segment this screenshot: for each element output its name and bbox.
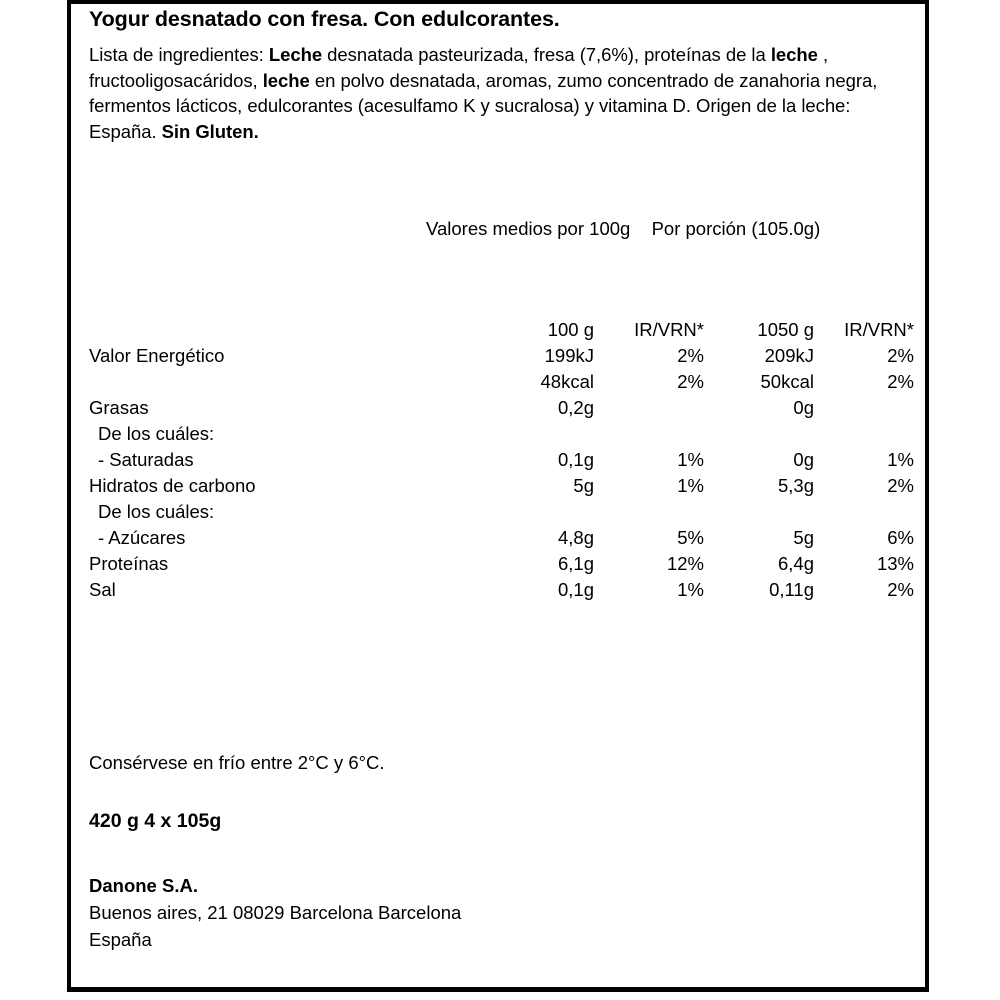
value-100g: 199kJ	[544, 345, 594, 366]
label-content	[71, 4, 925, 987]
column-header-1050g: 1050 g	[757, 319, 814, 340]
percent-portion: 2%	[887, 475, 914, 496]
table-row	[89, 501, 915, 527]
ingredient-allergen-7: Sin Gluten.	[161, 120, 259, 142]
percent-100g: 1%	[677, 449, 704, 470]
table-row	[89, 475, 915, 501]
value-portion: 0,11g	[769, 579, 814, 600]
ingredient-text-4: , fructooligosacáridos,	[89, 44, 829, 91]
value-100g: 4,8g	[557, 527, 594, 548]
nutrient-label: De los cuáles:	[98, 423, 215, 444]
value-100g: 0,1g	[557, 449, 594, 470]
nutrient-label: Valor Energético	[89, 345, 225, 366]
per-portion-label: Por porción (105.0g)	[651, 218, 821, 239]
ingredient-text-0: Lista de ingredientes:	[89, 44, 269, 65]
table-row	[89, 397, 915, 423]
table-row	[89, 345, 915, 371]
value-portion: 0g	[793, 397, 814, 418]
value-portion: 50kcal	[760, 371, 814, 392]
value-portion: 5g	[793, 527, 814, 548]
value-100g: 0,1g	[557, 579, 594, 600]
serving-basis-inner	[426, 217, 820, 241]
percent-100g: 1%	[677, 475, 704, 496]
percent-100g: 5%	[677, 527, 704, 548]
percent-portion: 2%	[887, 371, 914, 392]
manufacturer-block	[89, 872, 461, 953]
nutrient-label: - Azúcares	[98, 527, 186, 548]
ingredient-allergen-5: leche	[262, 69, 310, 91]
nutrition-facts-table	[89, 319, 915, 605]
percent-portion: 2%	[887, 579, 914, 600]
column-header-100g: 100 g	[547, 319, 594, 340]
value-100g: 6,1g	[557, 553, 594, 574]
table-row	[89, 449, 915, 475]
value-100g: 48kcal	[540, 371, 594, 392]
ingredient-text-2: desnatada pasteurizada, fresa (7,6%), proteínas de la	[322, 44, 771, 65]
table-row	[89, 579, 915, 605]
value-portion: 0g	[793, 449, 814, 470]
value-100g: 5g	[573, 475, 594, 496]
nutrient-label: - Saturadas	[98, 449, 194, 470]
value-portion: 209kJ	[764, 345, 814, 366]
table-row	[89, 527, 915, 553]
ingredient-text-6: en polvo desnatada, aromas, zumo concentrado de zanahoria negra, fermentos lácticos, edulcorantes (acesulfamo K y sucralosa) y vitamina D. Origen de la leche: España.	[89, 69, 878, 142]
page-title: Yogur desnatado con fresa. Con edulcorantes.	[89, 7, 560, 31]
ingredient-allergen-3: leche	[770, 44, 818, 65]
value-portion: 6,4g	[777, 553, 814, 574]
storage-instruction: Consérvese en frío entre 2°C y 6°C.	[89, 752, 385, 773]
per-100g-label: Valores medios por 100g	[426, 218, 631, 239]
nutrition-label-panel	[67, 0, 929, 992]
table-header-row	[89, 319, 915, 345]
net-weight-text: 420 g 4 x 105g	[89, 810, 222, 832]
percent-portion: 13%	[876, 553, 914, 574]
ingredients-list	[89, 42, 915, 144]
nutrient-label: Hidratos de carbono	[89, 475, 256, 496]
table-row	[89, 371, 915, 397]
nutrient-label: De los cuáles:	[98, 501, 215, 522]
percent-portion: 2%	[887, 345, 914, 366]
nutrient-label: Sal	[89, 579, 116, 600]
percent-portion: 6%	[887, 527, 914, 548]
percent-portion: 1%	[887, 449, 914, 470]
column-header-irvrn-2: IR/VRN*	[844, 319, 914, 340]
value-100g: 0,2g	[557, 397, 594, 418]
ingredient-allergen-1: Leche	[268, 44, 323, 65]
nutrient-label: Grasas	[89, 397, 149, 418]
table-row	[89, 423, 915, 449]
percent-100g: 12%	[666, 553, 704, 574]
nutrition-rows	[89, 345, 915, 605]
percent-100g: 1%	[677, 579, 704, 600]
percent-100g: 2%	[677, 371, 704, 392]
value-portion: 5,3g	[777, 475, 814, 496]
manufacturer-name: Danone S.A.	[89, 875, 198, 896]
table-row	[89, 553, 915, 579]
manufacturer-address: Buenos aires, 21 08029 Barcelona Barcelona	[89, 902, 462, 923]
nutrient-label: Proteínas	[89, 553, 169, 574]
percent-100g: 2%	[677, 345, 704, 366]
manufacturer-country: España	[89, 929, 152, 950]
column-header-irvrn-1: IR/VRN*	[634, 319, 704, 340]
